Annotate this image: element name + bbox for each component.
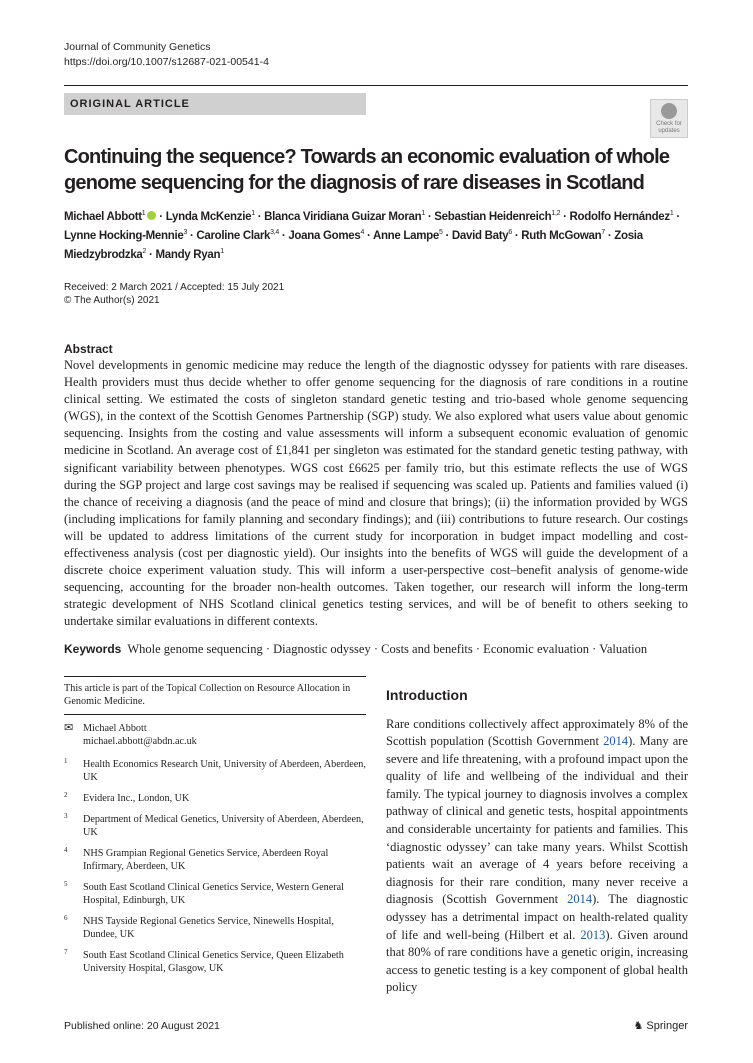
author-name: Joana Gomes	[288, 230, 361, 242]
published-date: Published online: 20 August 2021	[64, 1020, 220, 1032]
footnote-rule	[64, 714, 366, 715]
keywords-label: Keywords	[64, 641, 122, 656]
author[interactable]	[264, 211, 425, 223]
introduction-heading: Introduction	[386, 686, 468, 703]
citation-link[interactable]: 2014	[603, 734, 629, 749]
affiliation-number: 1	[64, 756, 68, 765]
affiliation	[64, 949, 366, 975]
author-name: Anne Lampe	[372, 230, 439, 242]
affiliation-number: 5	[64, 879, 68, 888]
intro-text: ). The diagnostic odyssey has a detrimental impact on health-related quality of life and well-being (Hilbert et al.	[386, 892, 689, 942]
author-affiliation: 4	[360, 229, 365, 237]
author-affiliation: 1	[669, 210, 674, 218]
envelope-icon: ✉	[64, 721, 74, 734]
article-type-banner: ORIGINAL ARTICLE	[64, 93, 366, 115]
right-column	[386, 676, 688, 998]
left-column	[64, 676, 366, 998]
author[interactable]	[155, 249, 223, 261]
affiliation-text: Evidera Inc., London, UK	[83, 792, 190, 804]
citation-link[interactable]: 2013	[580, 927, 606, 942]
keywords-text: Whole genome sequencing · Diagnostic odyssey · Costs and benefits · Economic evaluation · Valuation	[127, 641, 648, 656]
author-affiliation: 5	[438, 229, 443, 237]
affiliation-text: NHS Grampian Regional Genetics Service, Aberdeen Royal Infirmary, Aberdeen, UK	[83, 847, 329, 872]
journal-name: Journal of Community Genetics	[64, 41, 211, 53]
intro-text: Rare conditions collectively affect approximately 8% of the Scottish population (Scottish Government	[386, 716, 688, 749]
author[interactable]	[288, 230, 364, 242]
affiliation-number: 6	[64, 913, 68, 922]
author-name: Zosia Miedzybrodzka	[64, 230, 643, 261]
page-footer	[64, 1019, 688, 1033]
keywords	[64, 641, 688, 658]
affiliation	[64, 915, 366, 941]
doi-link[interactable]: https://doi.org/10.1007/s12687-021-00541-4	[64, 56, 269, 68]
author-name: Michael Abbott	[64, 211, 142, 223]
author-affiliation: 1	[421, 210, 425, 218]
author[interactable]	[452, 230, 512, 242]
affiliation	[64, 758, 366, 784]
intro-text: ). Many are severe and life threatening, with a profound impact upon the quality of life and wellbeing of the individual and their family. The typical journey to diagnosis involves a complex pathway of clinical and genetic tests, hospital appointments and considerable uncertainty for patients and families. This ‘diagnostic odyssey’ can take many years. Whilst Scottish patients wait an average of 4 years before receiving a diagnosis for their rare condition, many never receive a diagnosis (Scottish Government	[386, 734, 688, 907]
author[interactable]	[64, 230, 187, 242]
author-name: Mandy Ryan	[155, 249, 221, 261]
author[interactable]	[166, 211, 255, 223]
springer-horse-icon: ♞	[633, 1020, 647, 1032]
affiliation	[64, 881, 366, 907]
orcid-icon[interactable]	[147, 211, 156, 220]
affiliation	[64, 847, 366, 873]
abstract-heading: Abstract	[64, 342, 113, 356]
affiliation-text: South East Scotland Clinical Genetics Service, Queen Elizabeth University Hospital, Glasgow, UK	[83, 949, 344, 974]
copyright: © The Author(s) 2021	[64, 295, 160, 306]
author-name: Sebastian Heidenreich	[434, 211, 552, 223]
corr-email[interactable]: michael.abbott@abdn.ac.uk	[83, 735, 197, 747]
body-columns	[64, 676, 688, 998]
affiliation-text: South East Scotland Clinical Genetics Service, Western General Hospital, Edinburgh, UK	[83, 881, 344, 906]
affiliation-number: 3	[64, 811, 68, 820]
author-affiliation: 7	[601, 229, 605, 237]
author-affiliation: 3,4	[270, 229, 279, 237]
affiliation-text: Department of Medical Genetics, University of Aberdeen, Aberdeen, UK	[83, 813, 364, 838]
corresponding-author	[64, 722, 366, 748]
author-name: Rodolfo Hernández	[569, 211, 670, 223]
introduction-text	[386, 716, 688, 998]
citation-link[interactable]: 2014	[567, 892, 593, 907]
abstract-text: Novel developments in genomic medicine may reduce the length of the diagnostic odyssey for patients with rare diseases. Health providers must thus decide whether to offer genome sequencing for the diagnosis of rare conditions in a routine clinical setting. We estimated the costs of singleton standard genetic testing and trio-based whole genome sequencing (WGS), in the context of the Scottish Genomes Partnership (SGP) study. We also explored what users value about genomic sequencing. Insights from the costing and value assessments will inform a subsequent economic evaluation of genomic medicine in Scotland. An average cost of £1,841 per singleton was estimated for the standard genetic testing pathway, with significant variability between phenotypes. WGS cost £6625 per family trio, but this estimate reflects the use of WGS during the SGP project and large cost savings may be realised if sequencing was scaled up. Patients and families valued (i) the chance of receiving a diagnosis (and the peace of mind and closure that brings); (ii) the information provided by WGS (including implications for family planning and secondary findings); and (iii) contributions to future research. Our costings will be updated to address limitations of the current study for incorporation in budget impact modelling and cost-effectiveness analysis (cost per diagnostic yield). Our insights into the benefits of WGS will guide the development of a discrete choice experiment valuation study. This will inform a user-perspective cost–benefit analysis of genome-wide sequencing, accounting for the broader non-health outcomes. Taken together, our research will inform the long-term strategic development of NHS Scotland clinical genetics testing services, and will be of benefit to others seeking to undertake similar evaluations in different contexts.	[64, 358, 688, 629]
check-updates-label: Check for updates	[656, 121, 682, 134]
author-affiliation: 1	[251, 210, 255, 218]
author[interactable]	[64, 211, 156, 223]
received-accepted: Received: 2 March 2021 / Accepted: 15 July 2021	[64, 282, 285, 293]
publisher-logo	[634, 1019, 689, 1033]
author-affiliation: 3	[183, 229, 188, 237]
author-name: Ruth McGowan	[521, 230, 602, 242]
affiliation-number: 4	[64, 845, 68, 854]
affiliations	[64, 758, 366, 975]
author-affiliation: 2	[142, 248, 147, 256]
affiliation-text: NHS Tayside Regional Genetics Service, Ninewells Hospital, Dundee, UK	[83, 915, 334, 940]
author[interactable]	[521, 230, 605, 242]
author[interactable]	[434, 211, 560, 223]
update-icon	[661, 103, 677, 119]
author[interactable]	[196, 230, 279, 242]
collection-note: This article is part of the Topical Collection on Resource Allocation in Genomic Medicine.	[64, 682, 351, 707]
author-name: Blanca Viridiana Guizar Moran	[264, 211, 422, 223]
intro-text: ). Given around that 80% of rare conditions have a genetic origin, increasing access to genetic testing is a key component of global health policy	[386, 927, 688, 995]
author-name: Caroline Clark	[196, 230, 271, 242]
author-name: David Baty	[451, 230, 509, 242]
affiliation-number: 7	[64, 947, 68, 956]
affiliation-number: 2	[64, 790, 68, 799]
journal-header	[64, 40, 688, 70]
corr-name: Michael Abbott	[83, 722, 147, 734]
paper-title: Continuing the sequence? Towards an economic evaluation of whole genome sequencing for the diagnosis of rare diseases in Scotland	[64, 146, 670, 194]
affiliation	[64, 813, 366, 839]
author[interactable]	[570, 211, 674, 223]
article-type-row	[64, 93, 688, 138]
article-dates	[64, 281, 688, 307]
author-affiliation: 6	[508, 229, 512, 237]
check-for-updates-badge[interactable]	[650, 99, 688, 138]
header-rule	[64, 85, 688, 86]
author[interactable]	[373, 230, 443, 242]
author-list: Michael Abbott$^1$ · Lynda McKenzie$^1$ · Blanca Viridiana Guizar Moran$^1$ · Sebastian Heidenreich$^{1,2}$ · Rodolfo Hernández$^1$ · Lynne Hocking-Mennie$^3$ · Caroline Clark$^{3,4}$ · Joana Gomes$^4$ · Anne Lampe$^5$ · David Baty$^6$ · Ruth McGowan$^7$ · Zosia Miedzybrodzka$^2$ · Mandy Ryan$^1$	[64, 210, 680, 261]
affiliation-text: Health Economics Research Unit, University of Aberdeen, Aberdeen, UK	[83, 758, 366, 783]
author-affiliation: 1	[220, 248, 224, 256]
author-affiliation: 1	[141, 210, 146, 218]
author-affiliation: 1,2	[551, 210, 561, 218]
author-name: Lynne Hocking-Mennie	[64, 230, 184, 242]
footnote-rule	[64, 676, 366, 677]
publisher-name: Springer	[646, 1020, 688, 1032]
author-name: Lynda McKenzie	[165, 211, 252, 223]
affiliation	[64, 792, 366, 805]
